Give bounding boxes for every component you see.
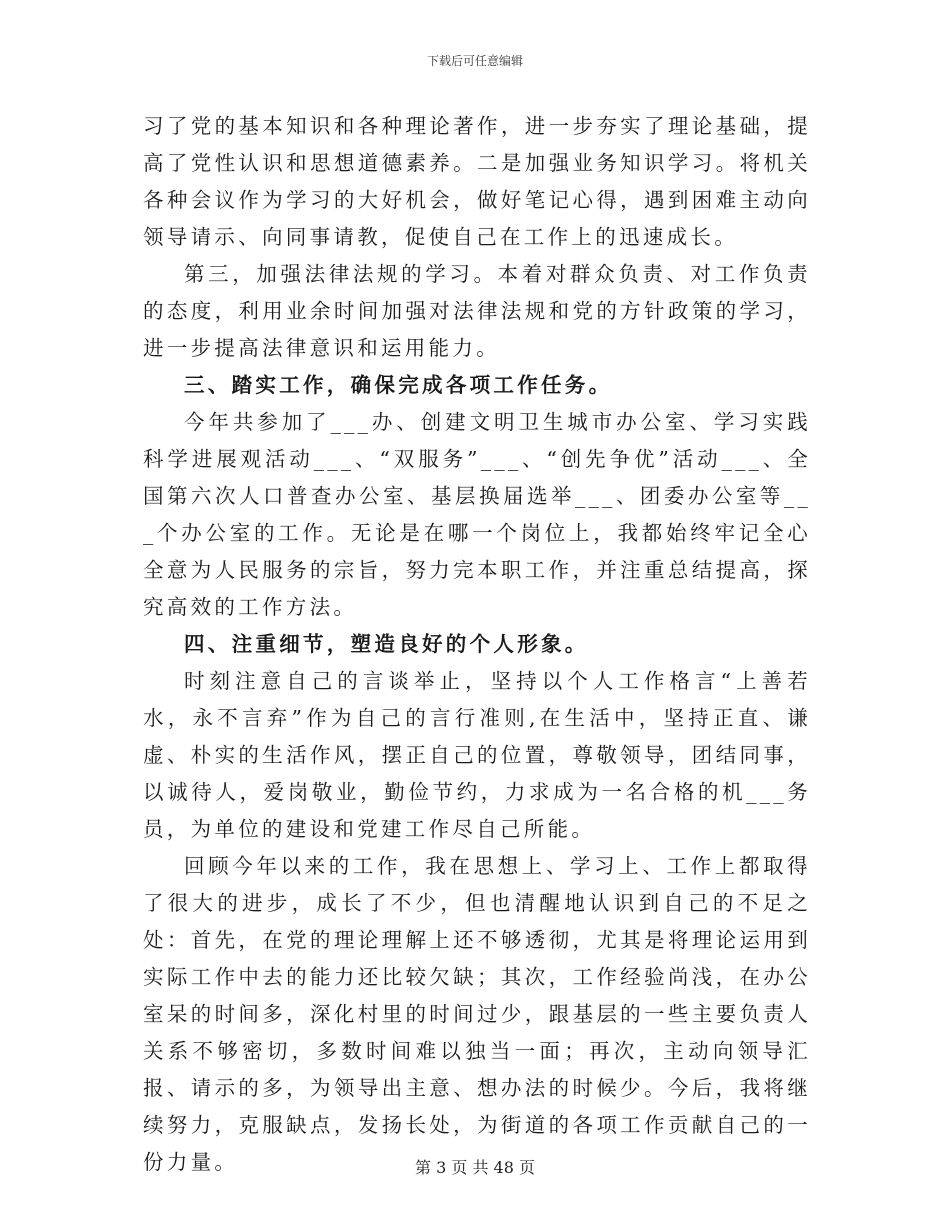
section-heading-3: 三、踏实工作，确保完成各项工作任务。: [184, 373, 613, 397]
paragraph-4: 时刻注意自己的言谈举止，坚持以个人工作格言“上善若水，永不言弃”作为自己的言行准则,在生活中，坚持正直、谦虚、朴实的生活作风，摆正自己的位置，尊敬领导，团结同事，以诚待人，爱岗敬业，勤俭节约，力求成为一名合格的机___务员，为单位的建设和党建工作尽自己所能。: [143, 669, 811, 841]
paragraph-5: 回顾今年以来的工作，我在思想上、学习上、工作上都取得了很大的进步，成长了不少，但也清醒地认识到自己的不足之处：首先，在党的理论理解上还不够透彻，尤其是将理论运用到实际工作中去的能力还比较欠缺；其次，工作经验尚浅，在办公室呆的时间多，深化村里的时间过少，跟基层的一些主要负责人关系不够密切，多数时间难以独当一面；再次，主动向领导汇报、请示的多，为领导出主意、想办法的时候少。今后，我将继续努力，克服缺点，发扬长处，为街道的各项工作贡献自己的一份力量。: [143, 854, 811, 1174]
paragraph-1: 习了党的基本知识和各种理论著作，进一步夯实了理论基础，提高了党性认识和思想道德素养。二是加强业务知识学习。将机关各种会议作为学习的大好机会，做好笔记心得，遇到困难主动向领导请示、向同事请教，促使自己在工作上的迅速成长。: [143, 114, 811, 249]
document-body: [143, 108, 811, 1181]
paragraph-3: 今年共参加了___办、创建文明卫生城市办公室、学习实践科学进展观活动___、“双服务”___、“创先争优”活动___、全国第六次人口普查办公室、基层换届选举___、团委办公室等___个办公室的工作。无论是在哪一个岗位上，我都始终牢记全心全意为人民服务的宗旨，努力完本职工作，并注重总结提高，探究高效的工作方法。: [143, 410, 811, 619]
page-number-footer: 第 3 页 共 48 页: [415, 1158, 535, 1177]
paragraph-2: 第三，加强法律法规的学习。本着对群众负责、对工作负责的态度，利用业余时间加强对法律法规和党的方针政策的学习，进一步提高法律意识和运用能力。: [143, 262, 811, 360]
page-header-note: 下载后可任意编辑: [426, 54, 523, 68]
section-heading-4: 四、注重细节，塑造良好的个人形象。: [184, 632, 589, 656]
